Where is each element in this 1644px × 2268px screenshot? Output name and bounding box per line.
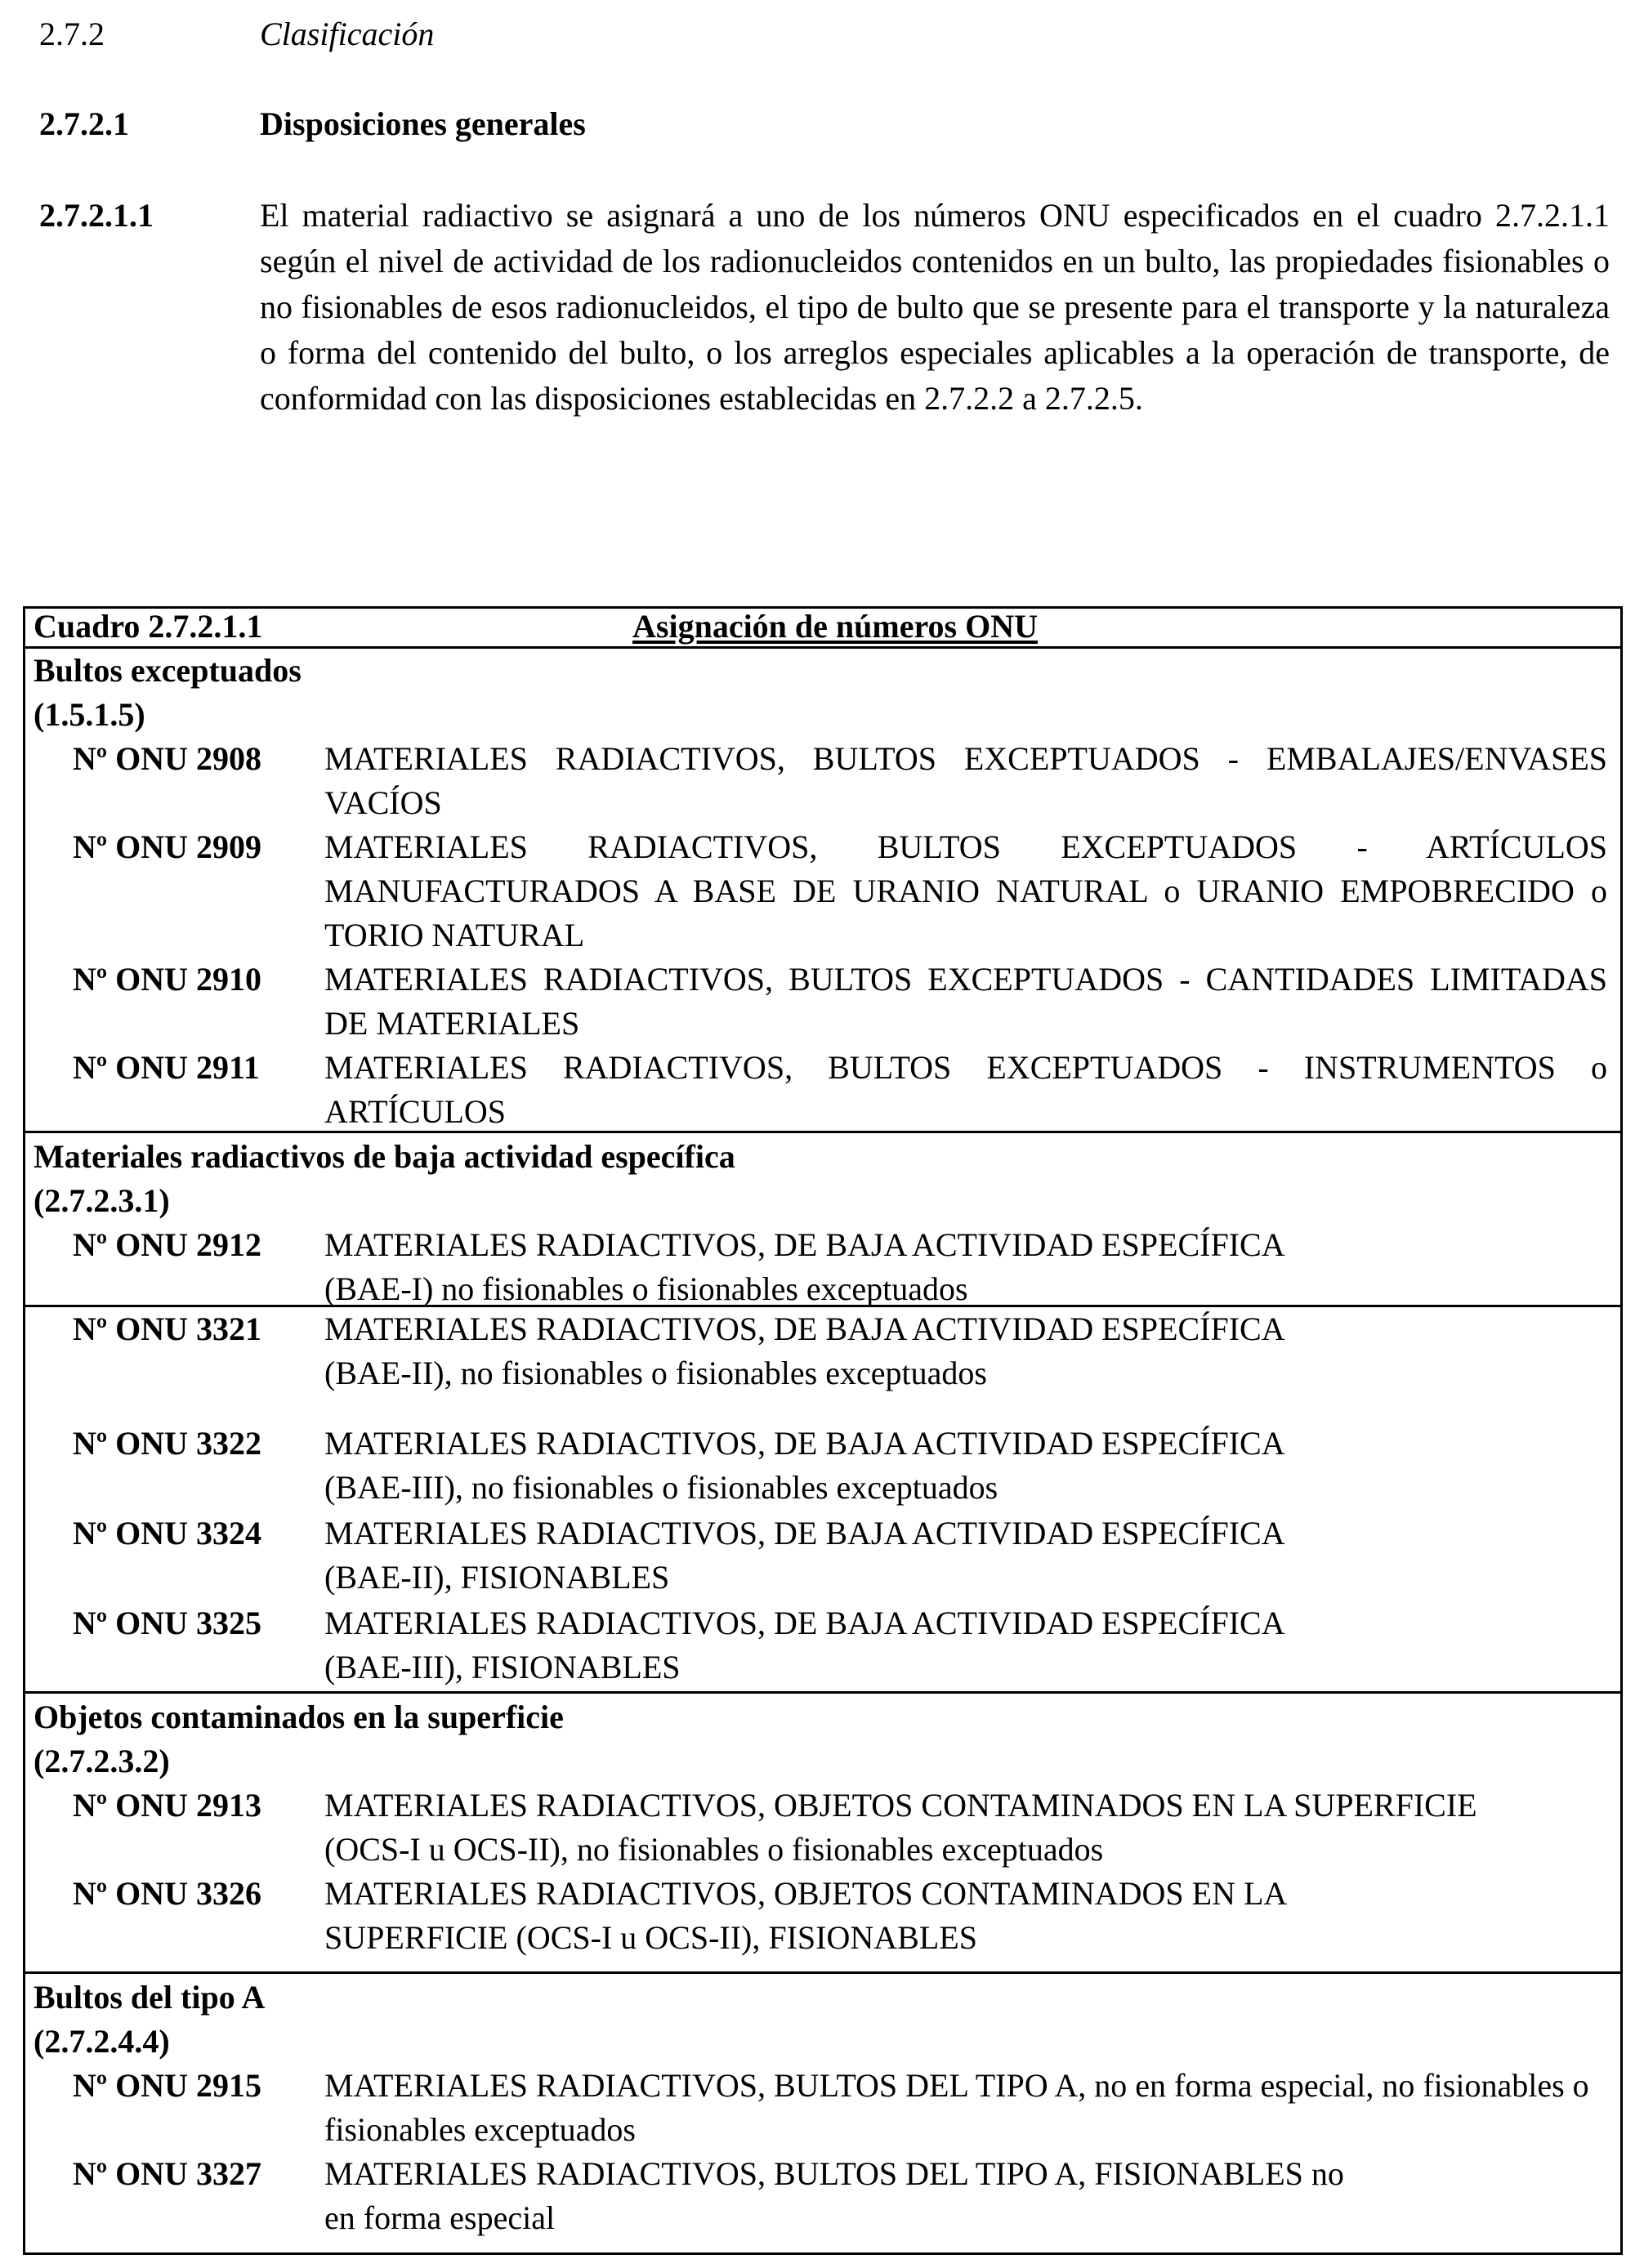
- un-number-table: [23, 606, 1623, 2255]
- table-section-excepted-packages: [25, 649, 1620, 1133]
- table-label: Cuadro 2.7.2.1.1: [34, 608, 263, 645]
- subsection-number: 2.7.2.1: [39, 105, 129, 142]
- paragraph-text: El material radiactivo se asignará a uno de los números ONU especificados en el cuadro 2.7.2.1.1 según el nivel de actividad de los radionucleidos contenidos en un bulto, las propiedades fisionables o no fisionables de esos radionucleidos, el tipo de bulto que se presente para el transporte y la naturaleza o forma del contenido del bulto, o los arreglos especiales aplicables a la operación de transporte, de conformidad con las disposiciones establecidas en 2.7.2.2 a 2.7.2.5.: [260, 197, 1610, 417]
- un-description: MATERIALES RADIACTIVOS, BULTOS EXCEPTUADOS - ARTÍCULOS MANUFACTURADOS A BASE DE URANIO NATURAL o URANIO EMPOBRECIDO o TORIO NATURAL: [324, 828, 1607, 953]
- section-title: Objetos contaminados en la superficie: [34, 1699, 564, 1735]
- un-description: MATERIALES RADIACTIVOS, DE BAJA ACTIVIDAD ESPECÍFICA (BAE-II), FISIONABLES: [324, 1515, 1284, 1596]
- un-number: Nº ONU 2909: [73, 828, 261, 865]
- un-description: MATERIALES RADIACTIVOS, BULTOS DEL TIPO A, FISIONABLES no en forma especial: [324, 2155, 1344, 2236]
- subsection-title: Disposiciones generales: [260, 105, 586, 142]
- un-description: MATERIALES RADIACTIVOS, DE BAJA ACTIVIDAD ESPECÍFICA (BAE-III), no fisionables o fisionables exceptuados: [324, 1425, 1284, 1506]
- un-number: Nº ONU 2915: [73, 2067, 261, 2104]
- un-number: Nº ONU 2908: [73, 740, 261, 777]
- table-section-surface-contaminated: [25, 1694, 1620, 1974]
- un-number: Nº ONU 2913: [73, 1787, 261, 1824]
- section-title: Bultos del tipo A: [34, 1979, 266, 2016]
- un-number: Nº ONU 3321: [73, 1310, 261, 1347]
- section-ref: (2.7.2.3.1): [34, 1182, 170, 1219]
- section-ref: (1.5.1.5): [34, 696, 145, 733]
- section-title: Clasificación: [260, 16, 435, 52]
- table-title: Asignación de números ONU: [632, 608, 1038, 645]
- un-number: Nº ONU 3327: [73, 2155, 261, 2192]
- un-number: Nº ONU 3322: [73, 1425, 261, 1462]
- section-title: Bultos exceptuados: [34, 652, 302, 689]
- un-description: MATERIALES RADIACTIVOS, BULTOS EXCEPTUADOS - INSTRUMENTOS o ARTÍCULOS: [324, 1049, 1607, 1130]
- section-ref: (2.7.2.3.2): [34, 1743, 170, 1779]
- un-description: MATERIALES RADIACTIVOS, DE BAJA ACTIVIDAD ESPECÍFICA (BAE-I) no fisionables o fisionables exceptuados: [324, 1226, 1284, 1307]
- section-ref: (2.7.2.4.4): [34, 2023, 170, 2060]
- un-description: MATERIALES RADIACTIVOS, DE BAJA ACTIVIDAD ESPECÍFICA (BAE-II), no fisionables o fisionables exceptuados: [324, 1310, 1284, 1391]
- un-number: Nº ONU 2911: [73, 1049, 260, 1086]
- un-number: Nº ONU 3324: [73, 1515, 261, 1551]
- table-section-low-specific-activity: [25, 1133, 1620, 1307]
- un-description: MATERIALES RADIACTIVOS, OBJETOS CONTAMINADOS EN LA SUPERFICIE (OCS-I u OCS-II), no fisionables o fisionables exceptuados: [324, 1787, 1477, 1868]
- un-number: Nº ONU 2910: [73, 961, 261, 998]
- un-number: Nº ONU 2912: [73, 1226, 261, 1263]
- un-description: MATERIALES RADIACTIVOS, BULTOS EXCEPTUADOS - EMBALAJES/ENVASES VACÍOS: [324, 740, 1607, 821]
- un-description: MATERIALES RADIACTIVOS, OBJETOS CONTAMINADOS EN LA SUPERFICIE (OCS-I u OCS-II), FISIONABLES: [324, 1875, 1286, 1956]
- table-header: [25, 609, 1620, 649]
- un-description: MATERIALES RADIACTIVOS, BULTOS DEL TIPO A, no en forma especial, no fisionables o fisionables exceptuados: [324, 2067, 1589, 2148]
- un-number: Nº ONU 3325: [73, 1605, 261, 1641]
- un-number: Nº ONU 3326: [73, 1875, 261, 1912]
- un-description: MATERIALES RADIACTIVOS, BULTOS EXCEPTUADOS - CANTIDADES LIMITADAS DE MATERIALES: [324, 961, 1607, 1042]
- section-title: Materiales radiactivos de baja actividad específica: [34, 1138, 735, 1175]
- un-description: MATERIALES RADIACTIVOS, DE BAJA ACTIVIDAD ESPECÍFICA (BAE-III), FISIONABLES: [324, 1605, 1284, 1685]
- table-section-type-a-packages: [25, 1974, 1620, 2252]
- section-number: 2.7.2: [39, 16, 105, 52]
- table-section-low-specific-activity-cont: [25, 1307, 1620, 1694]
- paragraph-number: 2.7.2.1.1: [39, 197, 154, 234]
